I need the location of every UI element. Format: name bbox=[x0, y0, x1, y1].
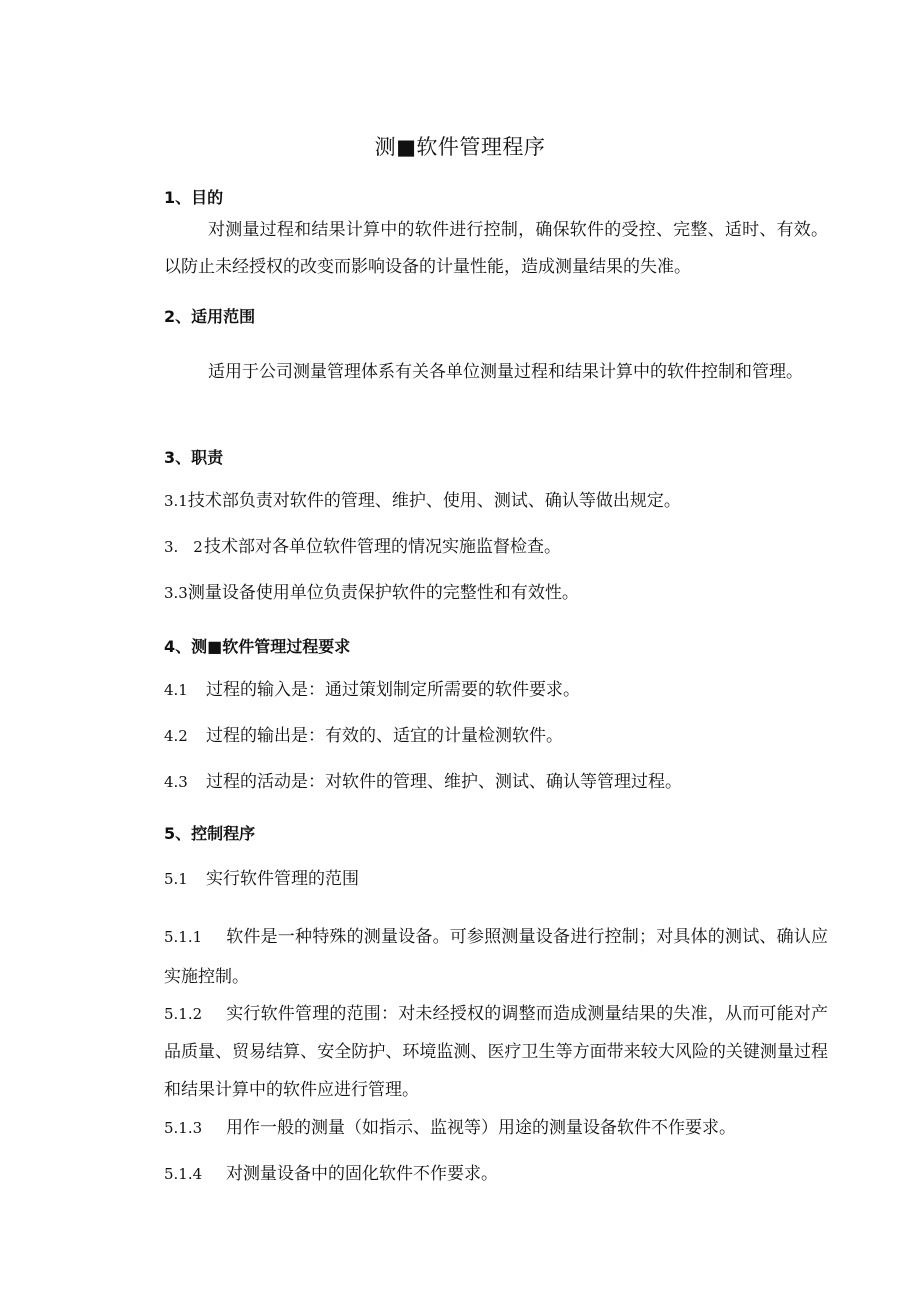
item-text: 实行软件管理的范围：对未经授权的调整而造成测量结果的失准，从而可能对产品质量、贸易结算、安全防护、环境监测、医疗卫生等方面带来较大风险的关键测量过程和结果计算中的软件应进行管理。 bbox=[164, 1004, 828, 1100]
item-text: 技术部负责对软件的管理、维护、使用、测试、确认等做出规定。 bbox=[187, 491, 681, 511]
item-number: 4.2 bbox=[164, 727, 188, 745]
item-text: 过程的输出是：有效的、适宜的计量检测软件。 bbox=[206, 726, 563, 746]
item-number: 5.1.1 bbox=[164, 928, 203, 946]
item-number: 5.1.2 bbox=[164, 1005, 203, 1023]
item-text: 用作一般的测量（如指示、监视等）用途的测量设备软件不作要求。 bbox=[226, 1118, 736, 1138]
item-number: 4.3 bbox=[164, 773, 188, 791]
item-number: 3.1 bbox=[164, 492, 188, 510]
section-4-heading: 4、测■软件管理过程要求 bbox=[164, 637, 351, 656]
section-3-item-3 bbox=[164, 580, 828, 606]
section-5-item-4 bbox=[164, 1161, 828, 1187]
item-number: 5.1.3 bbox=[164, 1119, 203, 1137]
section-2-body: 适用于公司测量管理体系有关各单位测量过程和结果计算中的软件控制和管理。 bbox=[208, 362, 803, 382]
document-title: 测■软件管理程序 bbox=[374, 135, 546, 159]
section-3-item-2 bbox=[164, 534, 828, 560]
section-5-1-subheading bbox=[164, 866, 828, 892]
item-text: 软件是一种特殊的测量设备。可参照测量设备进行控制；对具体的测试、确认应实施控制。 bbox=[164, 927, 828, 987]
item-text: 测量设备使用单位负责保护软件的完整性和有效性。 bbox=[187, 583, 579, 603]
item-number: 4.1 bbox=[164, 681, 188, 699]
item-text: 技术部对各单位软件管理的情况实施监督检查。 bbox=[204, 537, 561, 557]
item-number: 5.1.4 bbox=[164, 1165, 203, 1183]
item-text: 过程的活动是：对软件的管理、维护、测试、确认等管理过程。 bbox=[206, 772, 682, 792]
section-5-heading: 5、控制程序 bbox=[164, 824, 256, 843]
item-text: 实行软件管理的范围 bbox=[206, 869, 359, 889]
item-text: 对测量设备中的固化软件不作要求。 bbox=[226, 1164, 498, 1184]
section-3-item-1 bbox=[164, 488, 828, 514]
section-5-item-2 bbox=[164, 995, 828, 1109]
section-4-item-2 bbox=[164, 723, 828, 749]
item-number: 3.3 bbox=[164, 584, 188, 602]
section-4-item-3 bbox=[164, 769, 828, 795]
section-2-heading: 2、适用范围 bbox=[164, 307, 256, 326]
item-number: 3. 2 bbox=[164, 538, 203, 556]
section-5-item-3 bbox=[164, 1115, 828, 1141]
section-1-body: 对测量过程和结果计算中的软件进行控制，确保软件的受控、完整、适时、有效。以防止未经授权的改变而影响设备的计量性能，造成测量结果的失准。 bbox=[164, 220, 828, 277]
section-3-heading: 3、职责 bbox=[164, 448, 224, 467]
item-number: 5.1 bbox=[164, 870, 188, 888]
section-1-heading: 1、目的 bbox=[164, 188, 224, 207]
section-4-item-1 bbox=[164, 677, 828, 703]
section-5-item-1 bbox=[164, 917, 828, 997]
item-text: 过程的输入是：通过策划制定所需要的软件要求。 bbox=[206, 680, 580, 700]
